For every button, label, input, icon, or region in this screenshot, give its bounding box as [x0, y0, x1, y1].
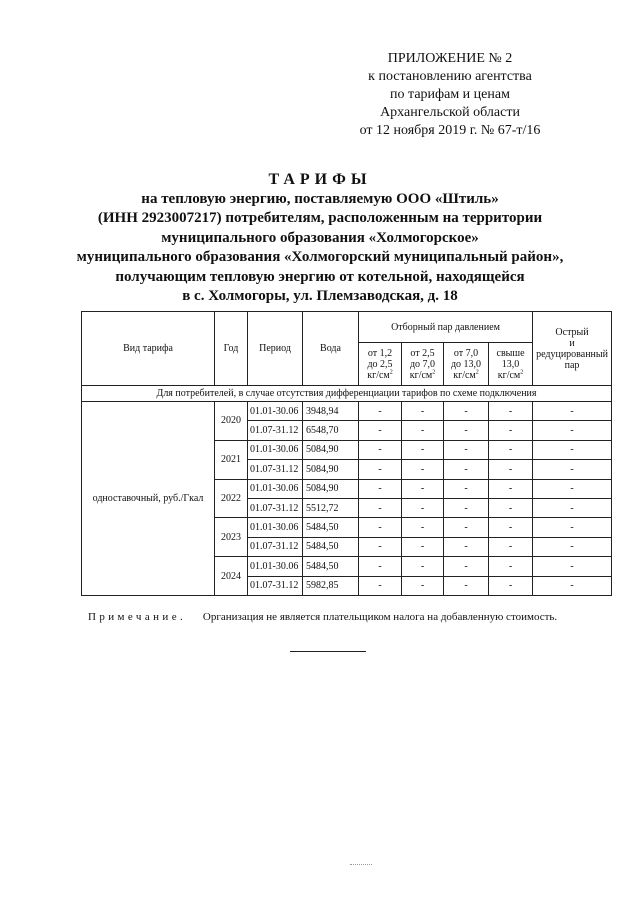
pressure-2-value: -	[402, 421, 444, 440]
pressure-1-value: -	[359, 518, 402, 537]
title-line: в с. Холмогоры, ул. Племзаводская, д. 18	[182, 288, 458, 304]
pressure-2-value: -	[402, 479, 444, 498]
tariff-table	[81, 311, 612, 596]
live-steam-value: -	[533, 537, 612, 556]
title-line: на тепловую энергию, поставляемую ООО «Штиль»	[141, 190, 499, 207]
header-water: Вода	[303, 312, 359, 386]
pressure-to: до 7,0	[409, 358, 436, 370]
pressure-2-value: -	[402, 498, 444, 517]
pressure-from: от 1,2	[367, 347, 393, 359]
pressure-from: от 2,5	[410, 347, 435, 359]
year-cell: 2021	[215, 440, 248, 479]
live-steam-value: -	[533, 440, 612, 459]
header-ostry-line: и	[569, 337, 575, 349]
live-steam-value: -	[533, 557, 612, 576]
pressure-1-value: -	[359, 537, 402, 556]
water-value: 5512,72	[303, 498, 359, 517]
pressure-4-value: -	[489, 479, 533, 498]
pressure-from: свыше	[496, 347, 525, 359]
pressure-4-value: -	[489, 518, 533, 537]
live-steam-value: -	[533, 518, 612, 537]
unit-superscript: 2	[520, 369, 524, 376]
period-cell: 01.07-31.12	[248, 498, 303, 517]
pressure-from: от 7,0	[453, 347, 479, 359]
note	[88, 611, 608, 623]
pressure-3-value: -	[444, 518, 489, 537]
pressure-3-value: -	[444, 479, 489, 498]
pressure-1-value: -	[359, 479, 402, 498]
header-year: Год	[215, 312, 248, 386]
unit-superscript: 2	[389, 369, 393, 376]
document-title	[60, 170, 580, 307]
pressure-unit	[490, 370, 531, 381]
water-value: 3948,94	[303, 402, 359, 421]
section-caption: Для потребителей, в случае отсутствия дифференциации тарифов по схеме подключения	[82, 386, 612, 402]
pressure-2-value: -	[402, 518, 444, 537]
period-cell: 01.01-30.06	[248, 440, 303, 459]
scan-speck	[350, 864, 372, 867]
live-steam-value: -	[533, 402, 612, 421]
header-period: Период	[248, 312, 303, 386]
period-cell: 01.07-31.12	[248, 421, 303, 440]
water-value: 5084,90	[303, 479, 359, 498]
pressure-4-value: -	[489, 460, 533, 479]
pressure-3-value: -	[444, 537, 489, 556]
water-value: 6548,70	[303, 421, 359, 440]
water-value: 5484,50	[303, 518, 359, 537]
pressure-unit-text: кг/см	[367, 369, 390, 381]
pressure-4-value: -	[489, 576, 533, 595]
pressure-2-value: -	[402, 440, 444, 459]
closing-rule	[290, 651, 366, 652]
pressure-4-value: -	[489, 537, 533, 556]
appendix-number: ПРИЛОЖЕНИЕ № 2	[387, 51, 513, 66]
pressure-4-value: -	[489, 402, 533, 421]
header-ostry-line: редуцированный	[536, 348, 608, 360]
appendix-header	[330, 50, 570, 140]
live-steam-value: -	[533, 498, 612, 517]
year-cell: 2024	[215, 557, 248, 596]
appendix-line-resolution: к постановлению агентства	[368, 69, 532, 84]
year-cell: 2022	[215, 479, 248, 518]
period-cell: 01.07-31.12	[248, 576, 303, 595]
pressure-2-value: -	[402, 576, 444, 595]
pressure-1-value: -	[359, 421, 402, 440]
pressure-2-value: -	[402, 460, 444, 479]
title-heading: ТАРИФЫ	[268, 171, 372, 188]
header-pressure-3	[444, 343, 489, 386]
header-pressure-4	[489, 343, 533, 386]
appendix-line-agency: по тарифам и ценам	[390, 87, 510, 102]
water-value: 5484,50	[303, 537, 359, 556]
pressure-unit-text: кг/см	[409, 369, 433, 381]
pressure-unit	[445, 370, 487, 381]
year-cell: 2020	[215, 402, 248, 441]
period-cell: 01.01-30.06	[248, 518, 303, 537]
water-value: 5982,85	[303, 576, 359, 595]
title-line: муниципального образования «Холмогорский муниципальный район»,	[76, 249, 564, 265]
pressure-4-value: -	[489, 498, 533, 517]
note-label: Примечание.	[88, 611, 187, 623]
header-pressure-1	[359, 343, 402, 386]
pressure-1-value: -	[359, 576, 402, 595]
live-steam-value: -	[533, 479, 612, 498]
water-value: 5484,50	[303, 557, 359, 576]
pressure-2-value: -	[402, 402, 444, 421]
title-line: муниципального образования «Холмогорское»	[161, 229, 479, 246]
note-text: Организация не является плательщиком налога на добавленную стоимость.	[202, 611, 558, 623]
pressure-to: 13,0	[501, 358, 520, 370]
header-tariff-type: Вид тарифа	[82, 312, 215, 386]
live-steam-value: -	[533, 421, 612, 440]
appendix-line-region: Архангельской области	[380, 105, 520, 120]
pressure-unit	[360, 370, 400, 381]
pressure-1-value: -	[359, 557, 402, 576]
year-cell: 2023	[215, 518, 248, 557]
pressure-2-value: -	[402, 557, 444, 576]
header-row	[82, 312, 612, 343]
live-steam-value: -	[533, 576, 612, 595]
appendix-date-number: от 12 ноября 2019 г. № 67-т/16	[359, 123, 541, 138]
header-ostry-line: Острый	[555, 326, 589, 338]
pressure-3-value: -	[444, 460, 489, 479]
pressure-3-value: -	[444, 421, 489, 440]
pressure-1-value: -	[359, 402, 402, 421]
period-cell: 01.01-30.06	[248, 479, 303, 498]
pressure-3-value: -	[444, 440, 489, 459]
pressure-4-value: -	[489, 440, 533, 459]
period-cell: 01.01-30.06	[248, 557, 303, 576]
header-live-reduced-steam	[533, 312, 612, 386]
pressure-1-value: -	[359, 498, 402, 517]
pressure-3-value: -	[444, 557, 489, 576]
title-line: (ИНН 2923007217) потребителям, расположенным на территории	[97, 210, 543, 226]
pressure-2-value: -	[402, 537, 444, 556]
water-value: 5084,90	[303, 460, 359, 479]
unit-superscript: 2	[432, 369, 436, 376]
pressure-3-value: -	[444, 402, 489, 421]
pressure-1-value: -	[359, 460, 402, 479]
pressure-to: до 13,0	[450, 358, 482, 370]
pressure-unit-text: кг/см	[453, 369, 476, 381]
title-line: получающим тепловую энергию от котельной, находящейся	[115, 268, 525, 285]
live-steam-value: -	[533, 460, 612, 479]
water-value: 5084,90	[303, 440, 359, 459]
pressure-unit	[403, 370, 442, 381]
section-row	[82, 386, 612, 402]
pressure-to: до 2,5	[367, 358, 393, 370]
period-cell: 01.01-30.06	[248, 402, 303, 421]
header-ostry-line: пар	[564, 359, 580, 371]
period-cell: 01.07-31.12	[248, 460, 303, 479]
pressure-unit-text: кг/см	[497, 369, 521, 381]
pressure-1-value: -	[359, 440, 402, 459]
header-extraction-steam: Отборный пар давлением	[359, 312, 533, 343]
period-cell: 01.07-31.12	[248, 537, 303, 556]
tariff-type-cell: одноставочный, руб./Гкал	[82, 402, 215, 596]
table-row	[82, 402, 612, 421]
pressure-3-value: -	[444, 498, 489, 517]
pressure-3-value: -	[444, 576, 489, 595]
unit-superscript: 2	[475, 369, 479, 376]
pressure-4-value: -	[489, 421, 533, 440]
header-pressure-2	[402, 343, 444, 386]
pressure-4-value: -	[489, 557, 533, 576]
